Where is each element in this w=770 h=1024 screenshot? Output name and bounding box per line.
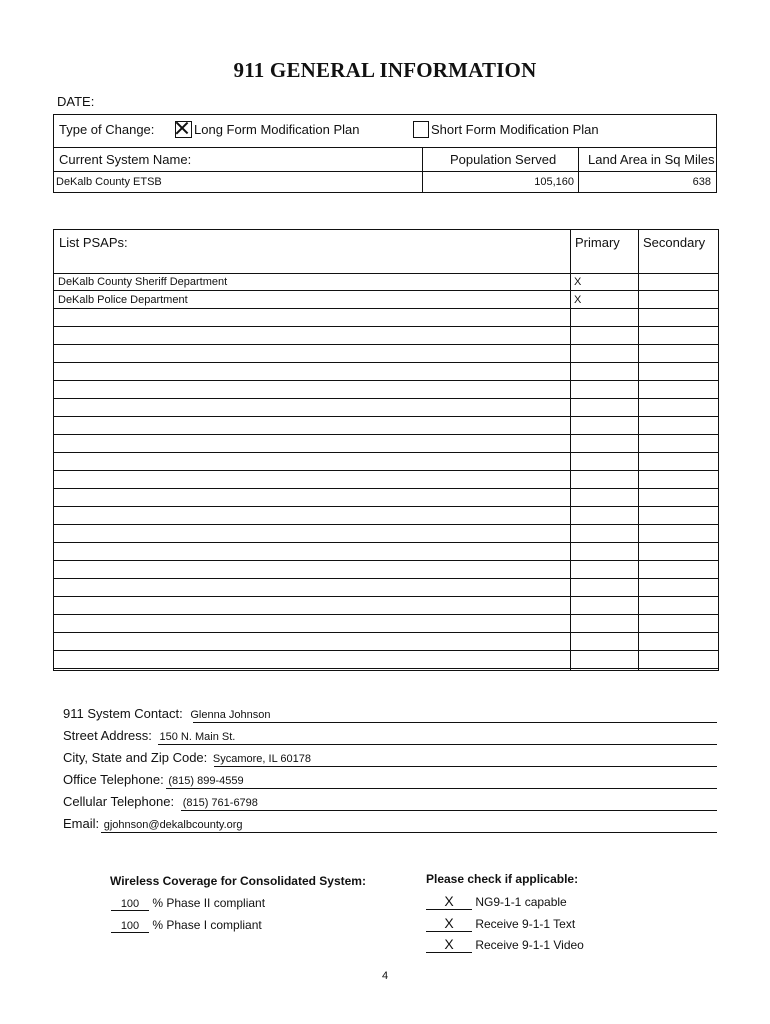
psap-primary-mark: X	[574, 294, 582, 306]
page-title: 911 GENERAL INFORMATION	[233, 58, 537, 82]
page-number: 4	[381, 970, 389, 982]
table-row	[54, 417, 718, 435]
phase2-line	[111, 896, 265, 911]
table-row	[54, 561, 718, 579]
phase1-value: 100	[111, 920, 149, 933]
ng911-mark[interactable]: X	[426, 894, 472, 910]
table-row	[54, 435, 718, 453]
city-underline	[214, 766, 717, 767]
city-value: Sycamore, IL 60178	[212, 753, 311, 765]
email-underline	[101, 832, 717, 833]
divider	[578, 147, 579, 171]
divider	[578, 171, 579, 193]
system-name-label: Current System Name:	[59, 152, 192, 167]
system-value-row	[54, 171, 716, 193]
secondary-header: Secondary	[643, 235, 706, 250]
table-row	[54, 345, 718, 363]
system-header-row	[54, 147, 716, 172]
office-line	[63, 772, 244, 787]
table-row	[54, 471, 718, 489]
wireless-heading: Wireless Coverage for Consolidated System:	[110, 874, 366, 888]
applicable-item	[426, 916, 575, 932]
city-line	[63, 750, 311, 765]
applicable-heading: Please check if applicable:	[426, 872, 579, 886]
street-value: 150 N. Main St.	[159, 731, 236, 743]
phase1-label: % Phase I compliant	[152, 918, 262, 932]
contact-value: Glenna Johnson	[190, 709, 271, 721]
short-form-label: Short Form Modification Plan	[431, 122, 599, 137]
table-row	[54, 363, 718, 381]
land-area-label: Land Area in Sq Miles	[588, 152, 715, 167]
long-form-checkbox[interactable]	[175, 121, 192, 138]
divider	[422, 171, 423, 193]
phase1-line	[111, 918, 262, 933]
table-row	[54, 309, 718, 327]
table-row	[54, 615, 718, 633]
email-line	[63, 816, 243, 831]
population-value: 105,160	[534, 176, 574, 188]
psap-name: DeKalb Police Department	[58, 294, 188, 306]
psap-list-label: List PSAPs:	[59, 235, 128, 250]
video-mark[interactable]: X	[426, 937, 472, 953]
psap-name: DeKalb County Sheriff Department	[58, 276, 228, 288]
table-row	[54, 651, 718, 669]
video-label: Receive 9-1-1 Video	[475, 938, 584, 952]
divider	[422, 147, 423, 171]
long-form-label: Long Form Modification Plan	[194, 122, 360, 137]
system-info-table	[53, 114, 717, 193]
applicable-item	[426, 937, 584, 953]
table-row	[54, 273, 718, 291]
psap-table	[53, 229, 719, 671]
table-row	[54, 453, 718, 471]
street-line	[63, 728, 235, 743]
street-label: Street Address:	[63, 728, 152, 743]
date-label: DATE:	[57, 94, 95, 109]
table-row	[54, 525, 718, 543]
office-label: Office Telephone:	[63, 772, 164, 787]
table-row	[54, 633, 718, 651]
system-name-value: DeKalb County ETSB	[56, 176, 162, 188]
phase2-value: 100	[111, 898, 149, 911]
phase2-label: % Phase II compliant	[152, 896, 266, 910]
table-row	[54, 597, 718, 615]
land-area-value: 638	[692, 176, 711, 188]
cell-label: Cellular Telephone:	[63, 794, 175, 809]
office-underline	[166, 788, 717, 789]
population-label: Population Served	[450, 152, 557, 167]
table-row	[54, 381, 718, 399]
cell-underline	[181, 810, 717, 811]
psap-rows	[54, 273, 718, 670]
email-value: gjohnson@dekalbcounty.org	[103, 819, 243, 831]
city-label: City, State and Zip Code:	[63, 750, 208, 765]
contact-label: 911 System Contact:	[63, 706, 183, 721]
type-of-change-row	[54, 115, 716, 148]
table-row	[54, 489, 718, 507]
type-of-change-label: Type of Change:	[59, 122, 155, 137]
short-form-checkbox[interactable]	[413, 121, 429, 138]
table-row	[54, 399, 718, 417]
contact-underline	[193, 722, 717, 723]
office-value: (815) 899-4559	[168, 775, 244, 787]
text-mark[interactable]: X	[426, 916, 472, 932]
applicable-item	[426, 894, 567, 910]
street-underline	[158, 744, 717, 745]
table-row	[54, 579, 718, 597]
cell-value: (815) 761-6798	[182, 797, 258, 809]
psap-primary-mark: X	[574, 276, 582, 288]
table-row	[54, 507, 718, 525]
contact-line	[63, 706, 270, 721]
text-label: Receive 9-1-1 Text	[475, 917, 576, 931]
table-row	[54, 291, 718, 309]
email-label: Email:	[63, 816, 100, 831]
ng911-label: NG9-1-1 capable	[475, 895, 567, 909]
table-row	[54, 543, 718, 561]
cell-line	[63, 794, 258, 809]
psap-header-row	[54, 230, 718, 274]
table-row	[54, 327, 718, 345]
primary-header: Primary	[575, 235, 620, 250]
